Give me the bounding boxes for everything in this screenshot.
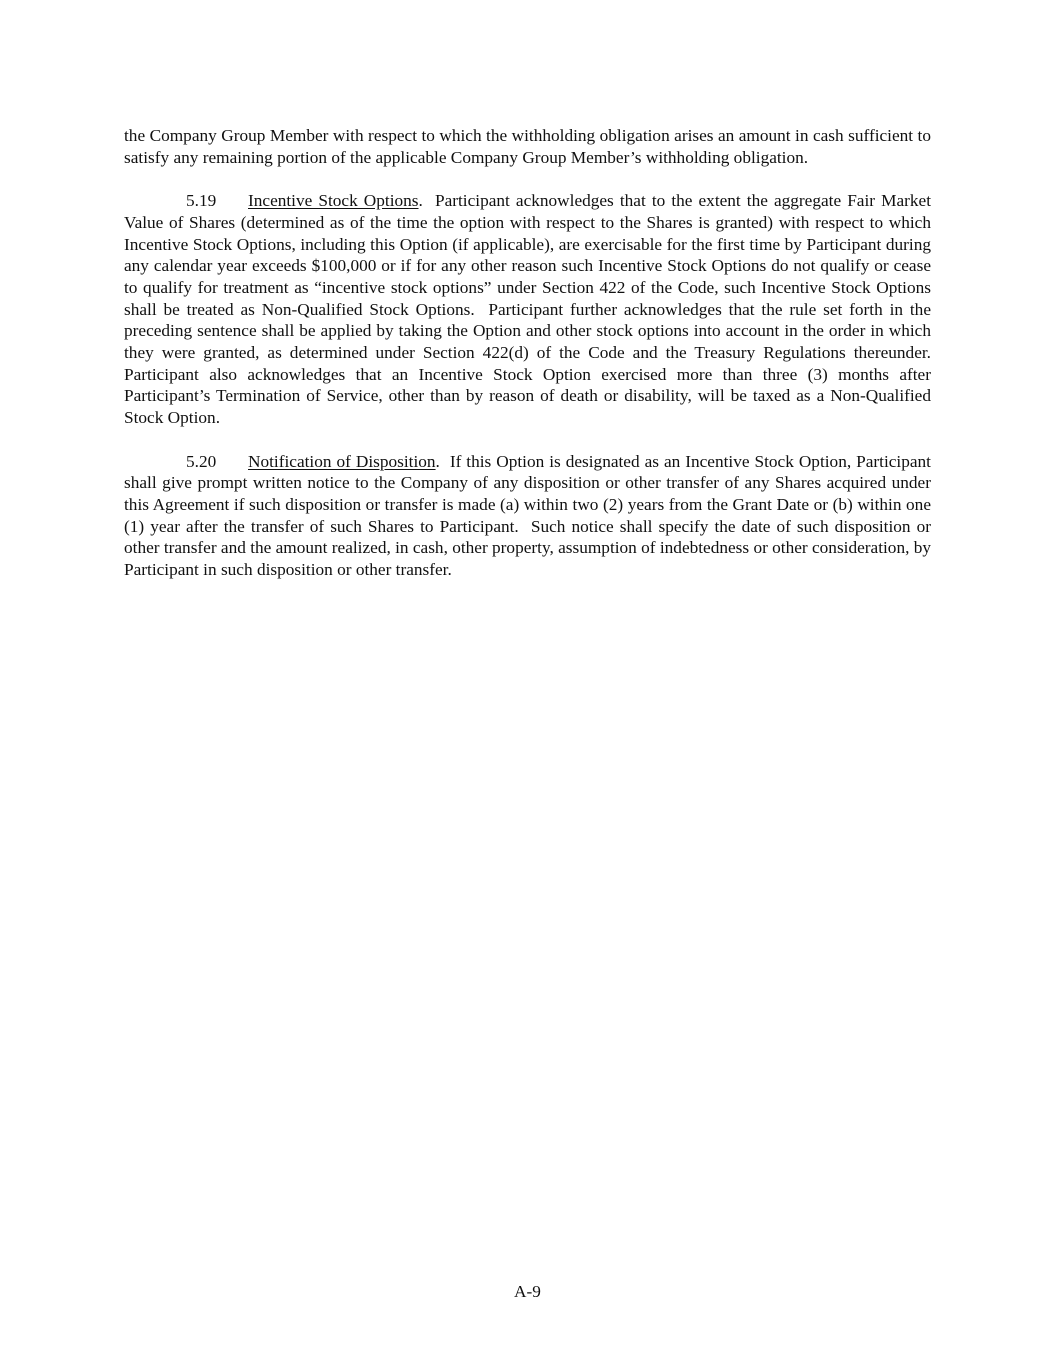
page-number: A-9 — [514, 1282, 541, 1301]
section-text: If this Option is designated as an Incentive Stock Option, Participant shall give prompt written notice to the Company of any disposition or other transfer of any Shares acquired under this Agreement if such disposition or transfer is made (a) within two (2) years from the Grant Date or (b) within one (1) year after the transfer of such Shares to Participant. Such notice shall specify the date of such disposition or other transfer and the amount realized, in cash, other property, assumption of indebtedness or other consideration, by Participant in such disposition or other transfer. — [124, 451, 936, 580]
section-5-19 — [124, 190, 940, 429]
section-number: 5.20 — [186, 451, 217, 471]
section-title: Notification of Disposition — [248, 451, 436, 471]
section-title: Incentive Stock Options — [248, 191, 419, 211]
continuation-paragraph: the Company Group Member with respect to which the withholding obligation arises an amount in cash sufficient to satisfy any remaining portion of the applicable Company Group Member’s withholding obligation. — [124, 126, 931, 167]
section-number: 5.19 — [186, 191, 217, 211]
section-5-20 — [124, 451, 936, 581]
section-title-punct: . — [435, 451, 440, 471]
section-text: Participant acknowledges that to the extent the aggregate Fair Market Value of Shares (determined as of the time the option with respect to the Shares is granted) with respect to which Incentive Stock Options, including this Option (if applicable), are exercisable for the first time by Participant during any calendar year exceeds $100,000 or if for any other reason such Incentive Stock Options do not qualify or cease to qualify for treatment as “incentive stock options” under Section 422 of the Code, such Incentive Stock Options shall be treated as Non-Qualified Stock Options. Participant further acknowledges that the rule set forth in the preceding sentence shall be applied by taking the Option and other stock options into account in the order in which they were granted, as determined under Section 422(d) of the Code and the Treasury Regulations thereunder. Participant also acknowledges that an Incentive Stock Option exercised more than three (3) months after Participant’s Termination of Service, other than by reason of death or disability, will be taxed as a Non-Qualified Stock Option. — [124, 191, 940, 428]
section-title-punct: . — [418, 191, 423, 211]
document-body — [124, 125, 940, 602]
